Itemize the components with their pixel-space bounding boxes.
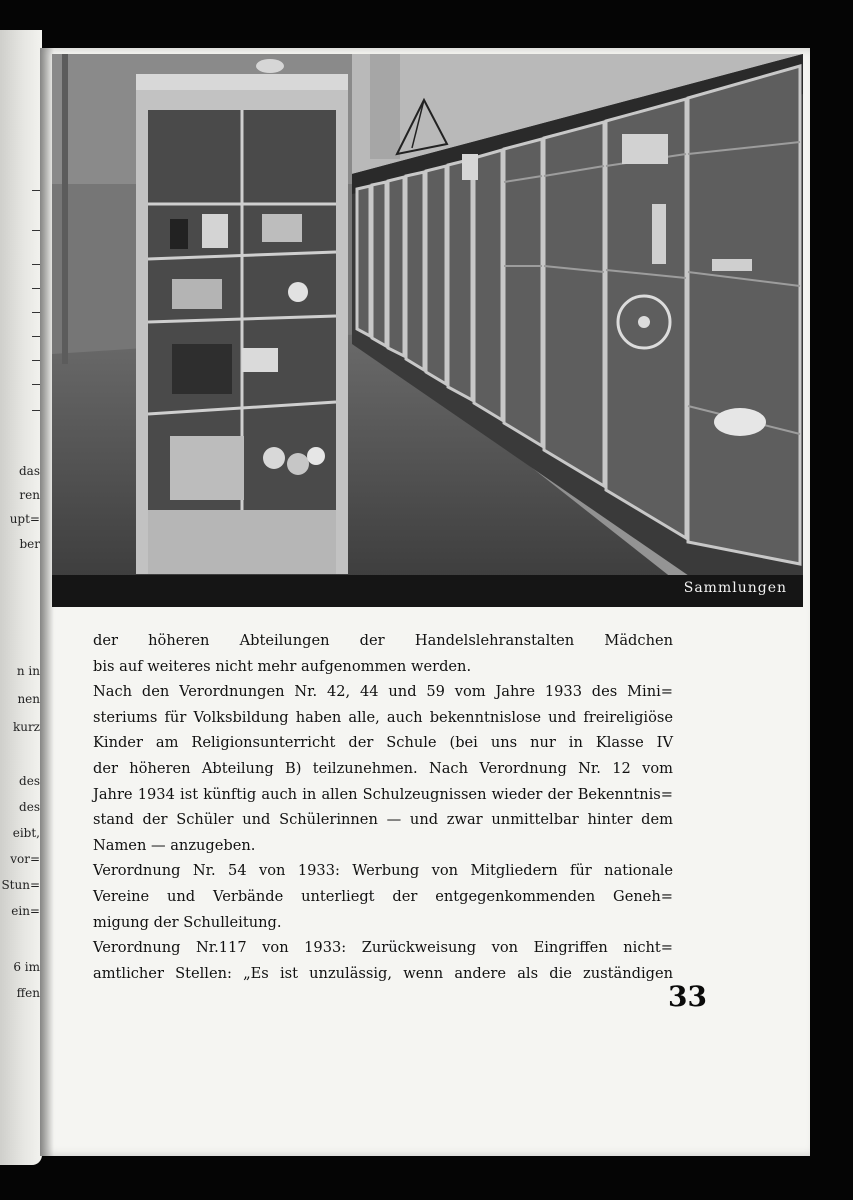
collection-room-illustration xyxy=(52,54,803,578)
facing-page-fragment: 6 im xyxy=(13,960,40,974)
body-text-line: der höheren Abteilung B) teilzunehmen. Nach Verordnung Nr. 12 vom xyxy=(93,759,673,777)
body-text-line: Jahre 1934 ist künftig auch in allen Schulzeugnissen wieder der Bekenntnis= xyxy=(93,785,673,803)
facing-page-fragment: kurz xyxy=(12,720,40,734)
body-text-line: steriums für Volksbildung haben alle, auch bekenntnislose und freireligiöse xyxy=(93,708,673,726)
body-text xyxy=(93,628,673,986)
body-text-line: Nach den Verordnungen Nr. 42, 44 und 59 vom Jahre 1933 des Mini= xyxy=(93,683,673,701)
facing-page-fragment: Stun= xyxy=(1,878,40,892)
facing-page-fragment: des xyxy=(19,774,40,788)
collection-photo xyxy=(52,54,803,578)
facing-page-fragment: ffen xyxy=(16,986,40,1000)
facing-page-rule xyxy=(32,384,40,385)
photo-caption-bar xyxy=(52,575,803,607)
body-text-line: bis auf weiteres nicht mehr aufgenommen werden. xyxy=(93,657,472,675)
facing-page-rule xyxy=(32,312,40,313)
facing-page-fragment: n in xyxy=(16,664,40,678)
facing-page-rule xyxy=(32,336,40,337)
body-text-line: Verordnung Nr.117 von 1933: Zurückweisung von Eingriffen nicht= xyxy=(93,939,673,957)
facing-page-fragment: upt= xyxy=(9,512,40,526)
facing-page-fragment: ein= xyxy=(11,904,40,918)
facing-page-fragment: des xyxy=(19,800,40,814)
body-text-line: Namen — anzugeben. xyxy=(93,836,256,854)
facing-page-rule xyxy=(32,410,40,411)
facing-page-rule xyxy=(32,190,40,191)
facing-page-fragment: das xyxy=(19,464,40,478)
facing-page-fragment: ber xyxy=(19,537,40,551)
body-text-line: der höheren Abteilungen der Handelslehranstalten Mädchen xyxy=(93,632,673,649)
body-text-line: Kinder am Religionsunterricht der Schule (bei uns nur in Klasse IV xyxy=(93,734,673,752)
facing-page-fragment: vor= xyxy=(10,852,40,866)
facing-page-fragment: nen xyxy=(17,692,40,706)
facing-page-fragment: eibt, xyxy=(12,826,40,840)
body-text-line: stand der Schüler und Schülerinnen — und zwar unmittelbar hinter dem xyxy=(93,811,673,829)
facing-page-rule xyxy=(32,264,40,265)
page-number: 33 xyxy=(668,980,707,1013)
facing-page-edge xyxy=(0,30,42,1165)
body-text-line: Verordnung Nr. 54 von 1933: Werbung von Mitgliedern für nationale xyxy=(93,862,673,880)
facing-page-rule xyxy=(32,288,40,289)
facing-page-rule xyxy=(32,230,40,231)
facing-page-fragment: ren xyxy=(19,488,40,502)
body-text-line: amtlicher Stellen: „Es ist unzulässig, wenn andere als die zuständigen xyxy=(93,964,673,982)
photo-caption: Sammlungen xyxy=(683,580,787,596)
body-text-line: migung der Schulleitung. xyxy=(93,913,282,931)
facing-page-rule xyxy=(32,360,40,361)
body-text-line: Vereine und Verbände unterliegt der entgegenkommenden Geneh= xyxy=(93,887,673,905)
